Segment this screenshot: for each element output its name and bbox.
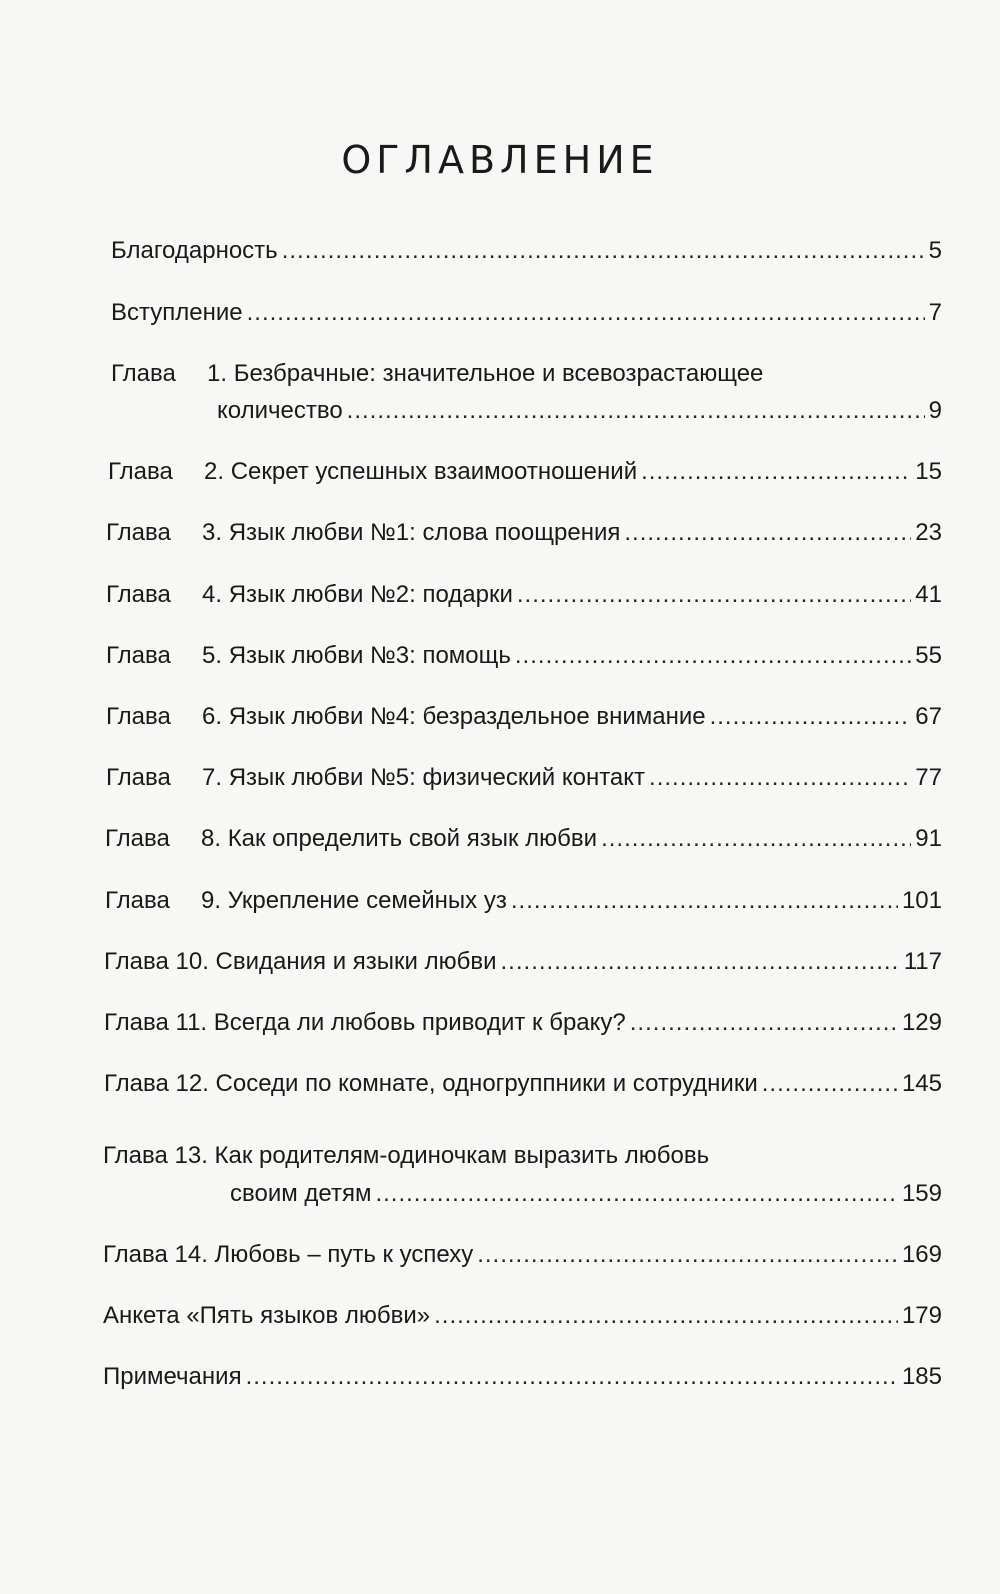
chapter-title: Язык любви №4: безраздельное внимание [228, 703, 706, 730]
leader-dots [511, 886, 898, 916]
toc-entry-chapter-14[interactable] [103, 1240, 942, 1270]
chapter-title: Как определить свой язык любви [227, 825, 598, 852]
leader-dots [246, 1362, 898, 1392]
entry-label [106, 641, 511, 671]
entry-label [106, 702, 706, 732]
page-number: 55 [915, 642, 942, 669]
chapter-word: Глава [103, 1241, 168, 1268]
toc-entry-chapter-13-line1[interactable] [103, 1141, 709, 1171]
chapter-word: Глава [106, 703, 171, 730]
toc-entry-chapter-3[interactable] [106, 518, 942, 548]
entry-label [106, 763, 645, 793]
entry-label: Примечания [103, 1363, 242, 1390]
page-number: 67 [915, 703, 942, 730]
page-number: 129 [901, 1009, 942, 1036]
chapter-word: Глава [106, 519, 171, 546]
page-number: 9 [928, 397, 942, 424]
leader-dots [762, 1069, 898, 1099]
page-number: 5 [928, 237, 942, 264]
entry-label [106, 580, 513, 610]
toc-entry-chapter-2[interactable] [108, 457, 942, 487]
chapter-word: Глава [104, 1070, 169, 1097]
chapter-title: Язык любви №1: слова поощрения [228, 519, 621, 546]
toc-entry-chapter-7[interactable] [106, 763, 942, 793]
toc-entry-chapter-5[interactable] [106, 641, 942, 671]
leader-dots [517, 580, 911, 610]
toc-entry-questionnaire[interactable] [103, 1301, 942, 1331]
leader-dots [641, 457, 911, 487]
chapter-number: 4. [202, 581, 223, 608]
page-number: 117 [903, 948, 942, 975]
leader-dots [624, 518, 911, 548]
leader-dots [710, 702, 912, 732]
leader-dots [282, 236, 925, 266]
chapter-number: 2. [204, 458, 225, 485]
chapter-word: Глава [106, 581, 171, 608]
page-number: 179 [901, 1302, 942, 1329]
toc-entry-introduction[interactable] [111, 298, 942, 328]
chapter-number: 9. [201, 887, 222, 914]
entry-label: Благодарность [111, 237, 278, 264]
chapter-word: Глава [104, 1009, 169, 1036]
leader-dots [434, 1301, 898, 1331]
page-number: 91 [915, 825, 942, 852]
entry-label [104, 1008, 626, 1038]
leader-dots [347, 396, 925, 426]
leader-dots [501, 947, 900, 977]
leader-dots [515, 641, 911, 671]
entry-label [104, 1069, 758, 1099]
page-number: 145 [901, 1070, 942, 1097]
leader-dots [649, 763, 911, 793]
toc-entry-chapter-13-line2[interactable] [230, 1179, 942, 1209]
chapter-number: 8. [201, 825, 222, 852]
chapter-number: 10. [175, 948, 209, 975]
chapter-title: Укрепление семейных уз [227, 887, 507, 914]
leader-dots [630, 1008, 898, 1038]
entry-label: Анкета «Пять языков любви» [103, 1302, 431, 1329]
page-number: 77 [915, 764, 942, 791]
chapter-word: Глава [105, 887, 170, 914]
chapter-word: Глава [108, 458, 173, 485]
chapter-title: Язык любви №5: физический контакт [228, 764, 646, 791]
leader-dots [477, 1240, 898, 1270]
page-number: 41 [915, 581, 942, 608]
page-number: 7 [928, 299, 942, 326]
chapter-word: Глава [106, 642, 171, 669]
leader-dots [375, 1179, 898, 1209]
toc-entry-chapter-9[interactable] [105, 886, 942, 916]
page-number: 23 [915, 519, 942, 546]
chapter-word: Глава [106, 764, 171, 791]
chapter-number: 6. [202, 703, 223, 730]
chapter-number: 11. [175, 1009, 208, 1036]
chapter-number: 13. [174, 1142, 208, 1169]
toc-entry-chapter-1-line2[interactable] [217, 396, 942, 426]
page-number: 15 [915, 458, 942, 485]
entry-label [108, 457, 637, 487]
entry-label [106, 518, 620, 548]
chapter-number: 14. [174, 1241, 208, 1268]
chapter-title: Любовь – путь к успеху [214, 1241, 474, 1268]
toc-entry-chapter-1-line1[interactable] [111, 359, 763, 389]
chapter-title-continued: своим детям [230, 1180, 372, 1207]
toc-entry-notes[interactable] [103, 1362, 942, 1392]
entry-label [105, 824, 597, 854]
chapter-number: 12. [175, 1070, 209, 1097]
chapter-number: 1. [207, 360, 228, 387]
chapter-word: Глава [105, 825, 170, 852]
entry-label: Вступление [111, 299, 243, 326]
chapter-title: Секрет успешных взаимоотношений [230, 458, 638, 485]
chapter-number: 5. [202, 642, 223, 669]
page-number: 169 [901, 1241, 942, 1268]
chapter-word: Глава [111, 360, 176, 387]
chapter-number: 7. [202, 764, 223, 791]
chapter-title-continued: количество [217, 397, 343, 424]
chapter-title: Соседи по комнате, одногруппники и сотрудники [215, 1070, 758, 1097]
chapter-title: Язык любви №2: подарки [228, 581, 513, 608]
chapter-word: Глава [104, 948, 169, 975]
chapter-title: Свидания и языки любви [215, 948, 497, 975]
chapter-title: Безбрачные: значительное и всевозрастающее [233, 360, 764, 387]
entry-label [104, 947, 497, 977]
page-number: 101 [901, 887, 942, 914]
chapter-title: Как родителям-одиночкам выразить любовь [214, 1142, 710, 1169]
toc-entry-chapter-8[interactable] [105, 824, 942, 854]
leader-dots [247, 298, 925, 328]
entry-label [105, 886, 507, 916]
leader-dots [601, 824, 911, 854]
page-title: ОГЛАВЛЕНИЕ [341, 138, 659, 182]
chapter-title: Язык любви №3: помощь [228, 642, 511, 669]
toc-entry-chapter-12[interactable] [104, 1069, 942, 1099]
entry-label [103, 1240, 473, 1270]
toc-entry-chapter-4[interactable] [106, 580, 942, 610]
page-number: 159 [901, 1180, 942, 1207]
chapter-title: Всегда ли любовь приводит к браку? [213, 1009, 626, 1036]
toc-entry-acknowledgements[interactable] [111, 236, 942, 266]
toc-entry-chapter-11[interactable] [104, 1008, 942, 1038]
toc-entry-chapter-10[interactable] [104, 947, 942, 977]
chapter-number: 3. [202, 519, 223, 546]
page-number: 185 [901, 1363, 942, 1390]
chapter-word: Глава [103, 1142, 168, 1169]
toc-entry-chapter-6[interactable] [106, 702, 942, 732]
